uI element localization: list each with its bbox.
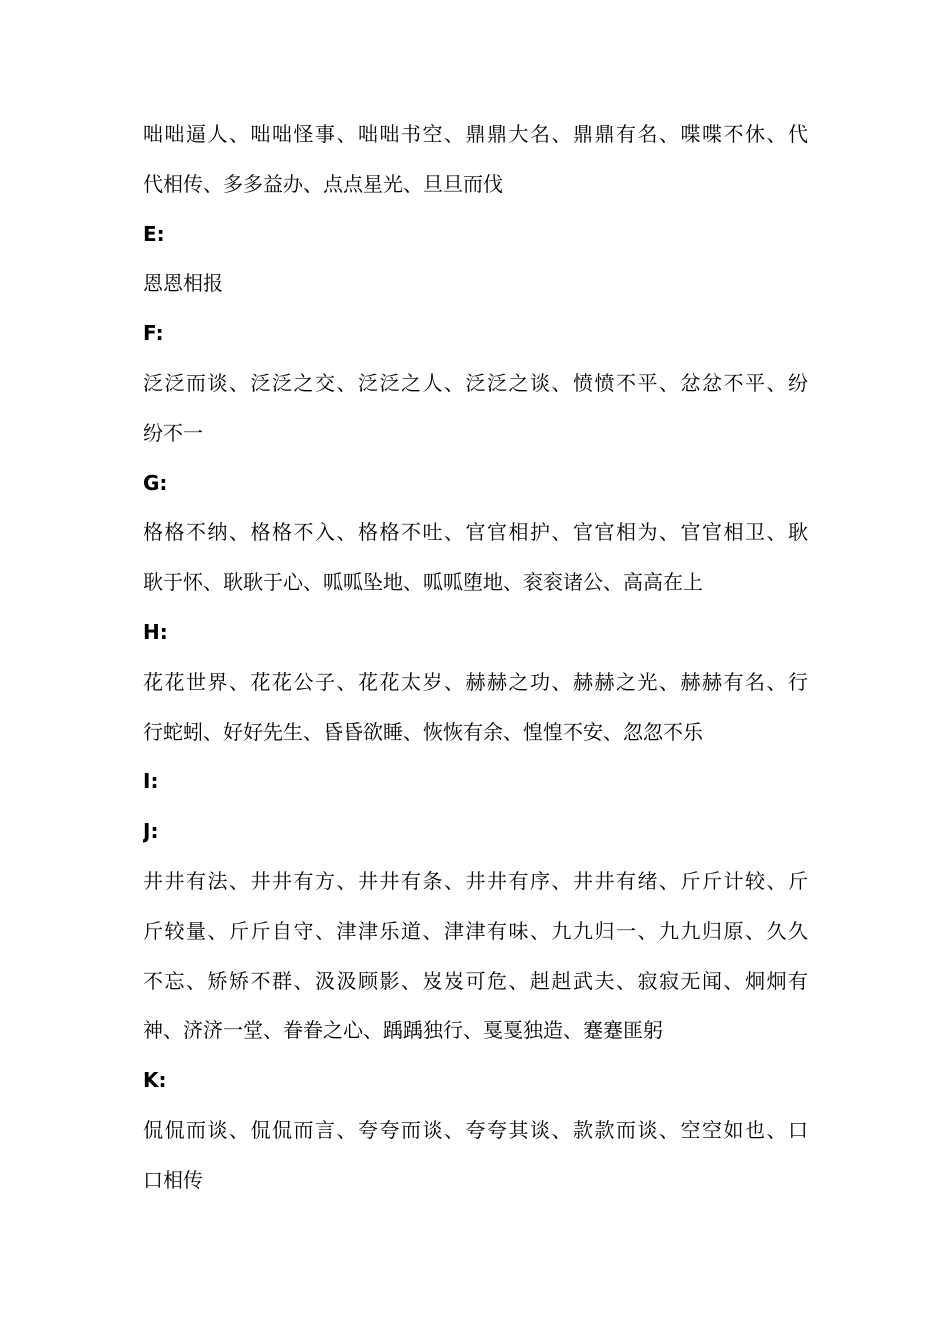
section-heading-g: G: xyxy=(143,470,168,495)
section-heading-k: K: xyxy=(143,1068,167,1093)
text-line-j-3: 不 忘 、 矫 矫 不 群 、 汲 汲 顾 影 、 岌 岌 可 危 、 赳 赳 武 夫 、 寂 寂 无 闻 、 炯 炯 有 xyxy=(143,968,808,993)
text-line-h-2: 行蛇蚓、好好先生、昏昏欲睡、恢恢有余、惶惶不安、忽忽不乐 xyxy=(143,719,703,744)
text-line-k-2: 口相传 xyxy=(143,1167,203,1192)
text-line-j-1: 井 井 有 法 、 井 井 有 方 、 井 井 有 条 、 井 井 有 序 、 井 井 有 绪 、 斤 斤 计 较 、 斤 xyxy=(143,868,808,893)
section-heading-f: F: xyxy=(143,321,164,346)
document-page xyxy=(143,110,808,1206)
text-line-j-2: 斤 较 量 、 斤 斤 自 守 、 津 津 乐 道 、 津 津 有 味 、 九 九 归 一 、 九 九 归 原 、 久 久 xyxy=(143,918,808,943)
section-heading-h: H: xyxy=(143,619,168,644)
text-line-f-2: 纷不一 xyxy=(143,420,203,445)
text-line-g-2: 耿于怀、耿耿于心、呱呱坠地、呱呱堕地、衮衮诸公、高高在上 xyxy=(143,570,703,595)
text-line-h-1: 花 花 世 界 、 花 花 公 子 、 花 花 太 岁 、 赫 赫 之 功 、 赫 赫 之 光 、 赫 赫 有 名 、 行 xyxy=(143,669,808,694)
section-heading-e: E: xyxy=(143,221,165,246)
text-line-f-1: 泛 泛 而 谈 、 泛 泛 之 交 、 泛 泛 之 人 、 泛 泛 之 谈 、 愤 愤 不 平 、 忿 忿 不 平 、 纷 xyxy=(143,370,808,395)
text-line-g-1: 格 格 不 纳 、 格 格 不 入 、 格 格 不 吐 、 官 官 相 护 、 官 官 相 为 、 官 官 相 卫 、 耿 xyxy=(143,520,808,545)
text-line-j-4: 神、济济一堂、眷眷之心、踽踽独行、戛戛独造、蹇蹇匪躬 xyxy=(143,1018,663,1043)
section-heading-i: I: xyxy=(143,769,159,794)
text-line-d-1: 咄 咄 逼 人 、 咄 咄 怪 事 、 咄 咄 书 空 、 鼎 鼎 大 名 、 鼎 鼎 有 名 、 喋 喋 不 休 、 代 xyxy=(143,122,808,146)
text-line-d-2: 代相传、多多益办、点点星光、旦旦而伐 xyxy=(143,171,503,196)
section-heading-j: J: xyxy=(143,819,159,844)
text-line-e-1: 恩恩相报 xyxy=(143,271,223,296)
text-line-k-1: 侃 侃 而 谈 、 侃 侃 而 言 、 夸 夸 而 谈 、 夸 夸 其 谈 、 款 款 而 谈 、 空 空 如 也 、 口 xyxy=(143,1117,808,1142)
